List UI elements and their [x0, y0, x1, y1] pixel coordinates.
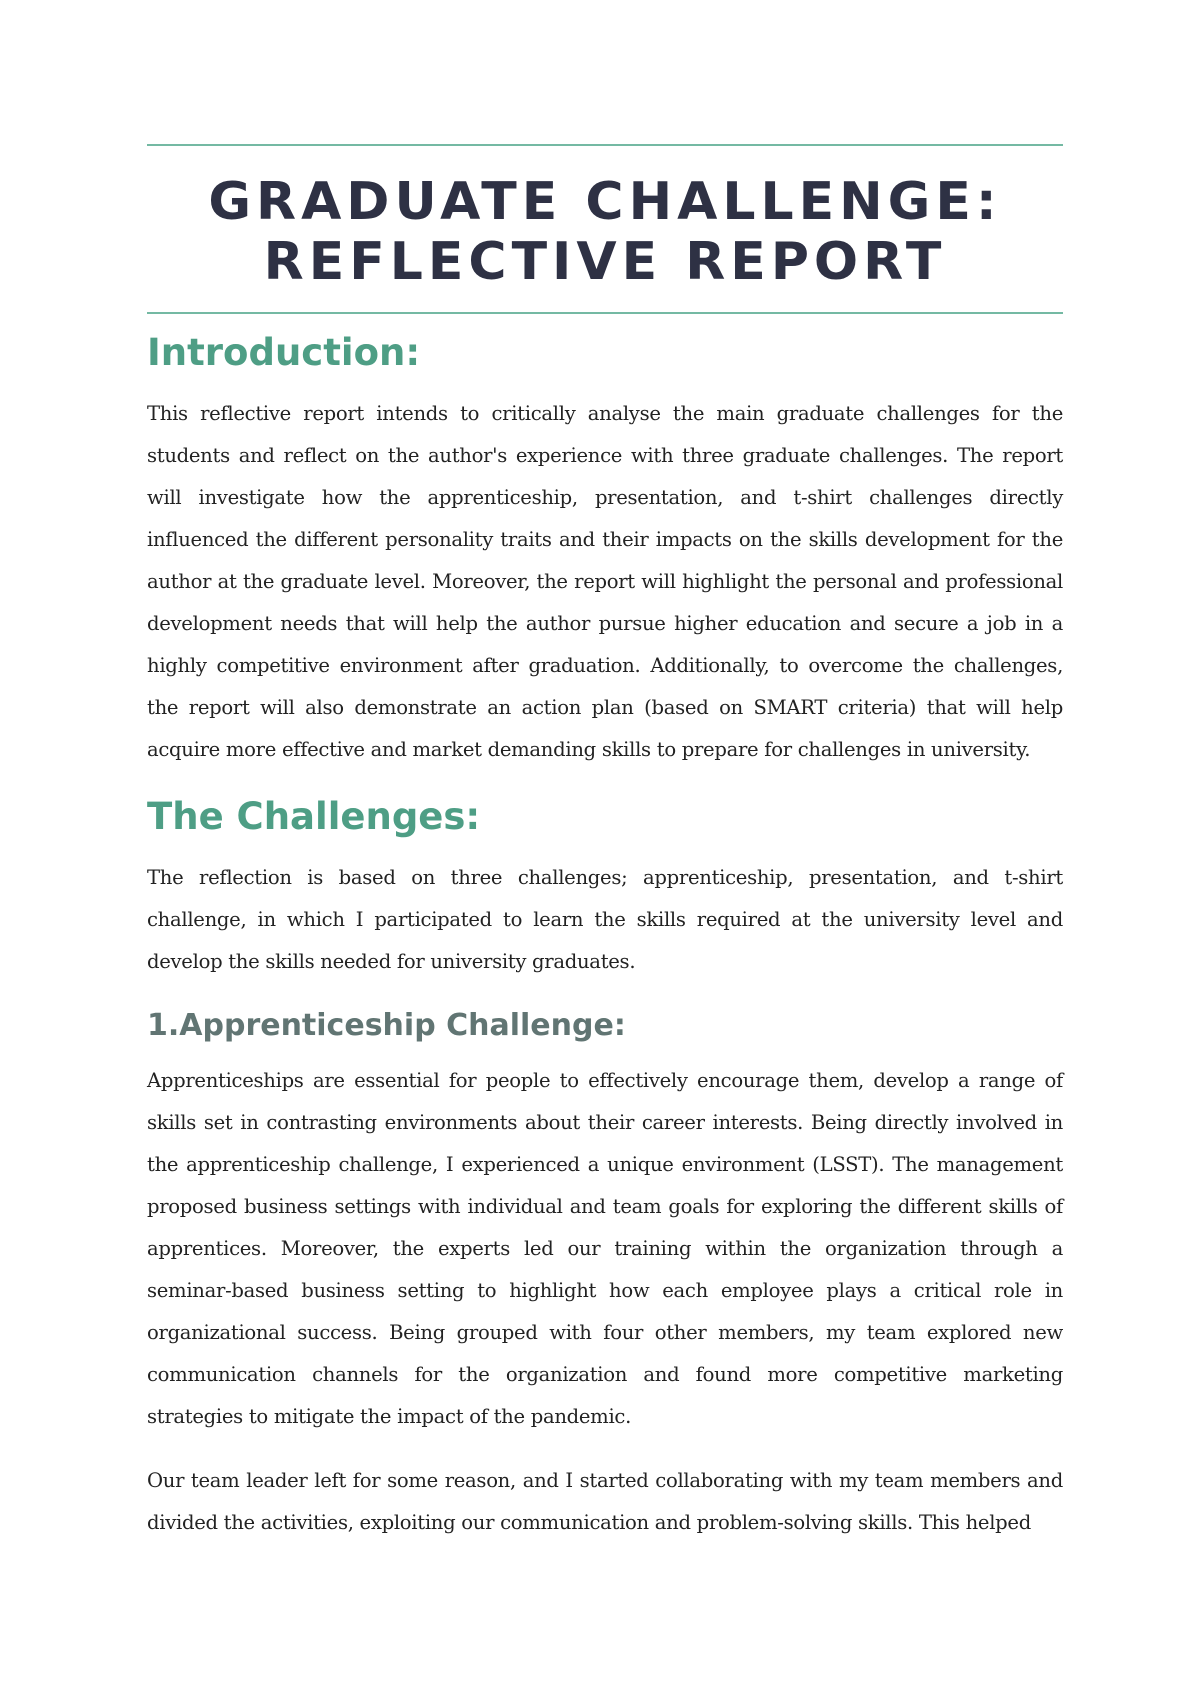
- challenges-heading: The Challenges:: [147, 795, 481, 838]
- title-line-1: GRADUATE CHALLENGE:: [208, 172, 1002, 232]
- apprenticeship-heading: 1.Apprenticeship Challenge:: [147, 1008, 626, 1043]
- title-line-2: REFLECTIVE REPORT: [263, 232, 947, 292]
- introduction-paragraph: This reflective report intends to critically analyse the main graduate challenges for the students and reflect on the author's experience with three graduate challenges. The report will investigate how the apprenticeship, presentation, and t-shirt challenges directly influenced the different personality traits and their impacts on the skills development for the author at the graduate level. Moreover, the report will highlight the personal and professional development needs that will help the author pursue higher education and secure a job in a highly competitive environment after graduation. Additionally, to overcome the challenges, the report will also demonstrate an action plan (based on SMART criteria) that will help acquire more effective and market demanding skills to prepare for challenges in university.: [147, 402, 1063, 761]
- apprenticeship-paragraph-2: Our team leader left for some reason, and I started collaborating with my team members and divided the activities, exploiting our communication and problem-solving skills. This helped: [147, 1469, 1063, 1534]
- apprenticeship-paragraph-1: Apprenticeships are essential for people to effectively encourage them, develop a range of skills set in contrasting environments about their career interests. Being directly involved in the apprenticeship challenge, I experienced a unique environment (LSST). The management proposed business settings with individual and team goals for exploring the different skills of apprentices. Moreover, the experts led our training within the organization through a seminar-based business setting to highlight how each employee plays a critical role in organizational success. Being grouped with four other members, my team explored new communication channels for the organization and found more competitive marketing strategies to mitigate the impact of the pandemic.: [147, 1069, 1063, 1428]
- introduction-heading: Introduction:: [147, 331, 421, 374]
- challenges-paragraph: The reflection is based on three challenges; apprenticeship, presentation, and t-shirt challenge, in which I participated to learn the skills required at the university level and develop the skills needed for university graduates.: [147, 866, 1063, 973]
- document-title: [147, 172, 1063, 292]
- title-bottom-rule: [147, 312, 1063, 314]
- document-page: [147, 0, 1063, 1544]
- title-top-rule: [147, 144, 1063, 146]
